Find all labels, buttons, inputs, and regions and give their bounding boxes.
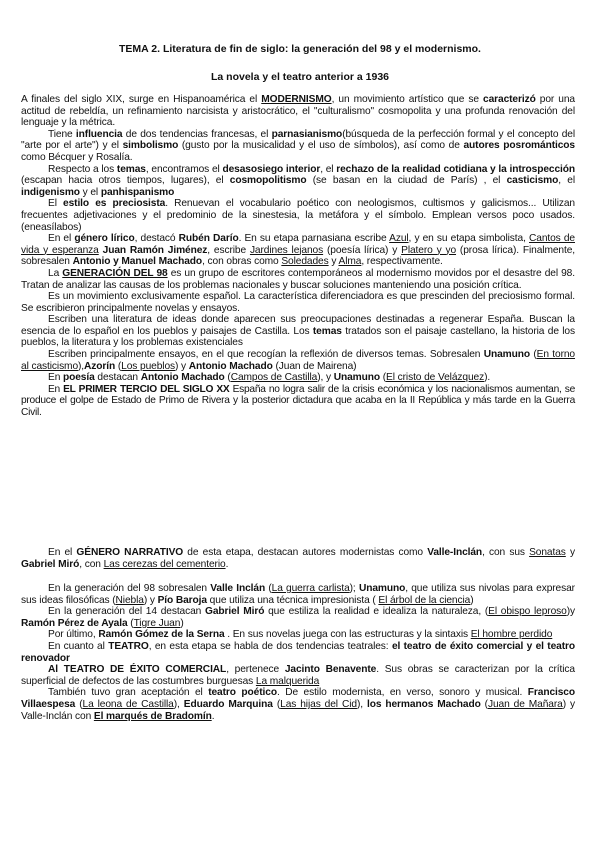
paragraph-estilo: El estilo es preciosista. Renuevan el vocabulario poético con neologismos, cultismos y galicismos... Utilizan frecuentes adjetivaciones y el predominio de la sinestesia, la metáfora y el símbolo. Emplean versos poco usados. (eneasílabos) <box>21 198 575 233</box>
paragraph-gomez-de-la-serna: Por último, Ramón Gómez de la Serna . En sus novelas juega con las estructuras y la sintaxis El hombre perdido <box>48 629 553 641</box>
section-novela-teatro <box>21 583 575 722</box>
section-modernismo <box>21 94 575 419</box>
paragraph-teatro-poetico: También tuvo gran aceptación el teatro poético. De estilo modernista, en verso, sonoro y musical. Francisco Villaespesa (La leona de Castilla), Eduardo Marquina (Las hijas del Cid), los hermanos Machado (Juan de Mañara) y Valle-Inclán con El marqués de Bradomín. <box>21 687 575 722</box>
paragraph-narrativo: En el GÉNERO NARRATIVO de esta etapa, destacan autores modernistas como Valle-Inclán, con sus Sonatas y Gabriel Miró, con Las cerezas del cementerio. <box>21 547 575 570</box>
paragraph-intro: A finales del siglo XIX, surge en Hispanoamérica el MODERNISMO, un movimiento artístico que se caracterizó por una actitud de rebeldía, un refinamiento narcisista y aristocrático, el "culturalismo" cosmopolita y una profunda renovación del lenguaje y la métrica. <box>21 94 575 129</box>
paragraph-genero-lirico: En el género lírico, destacó Rubén Darío. En su etapa parnasiana escribe Azul, y en su etapa simbolista, Cantos de vida y esperanza Juan Ramón Jiménez, escribe Jardines lejanos (poesía lírica) y Platero y yo (prosa lírica). Finalmente, sobresalen Antonio y Manuel Machado, con obras como Soledades y Alma, respectivamente. <box>21 233 576 268</box>
paragraph-generacion-98: La GENERACIÓN DEL 98 es un grupo de escritores contemporáneos al modernismo movidos por el desastre del 98. Tratan de analizar las causas de los problemas nacionales y buscar soluciones manteniendo una posición crítica. <box>21 267 575 291</box>
paragraph-literatura-ideas: Escriben una literatura de ideas donde aparecen sus preocupaciones destinadas a regenerar España. Buscan la esencia de lo español en los pueblos y paisajes de Castilla. Los temas tratados son el paisaje castellano, la historia de los pueblos, la literatura y los problemas existenciales <box>21 314 575 349</box>
paragraph-teatro: En cuanto al TEATRO, en esta etapa se habla de dos tendencias teatrales: el teatro de éxito comercial y el teatro renovador <box>21 640 575 664</box>
paragraph-ensayos: Escriben principalmente ensayos, en el que recogían la reflexión de diversos temas. Sobresalen Unamuno (En torno al casticismo),Azorín (Los pueblos) y Antonio Machado (Juan de Mairena) <box>21 349 576 372</box>
paragraph-primer-tercio: En EL PRIMER TERCIO DEL SIGLO XX España no logra salir de la crisis económica y los nacionalismos aumentan, se produce el golpe de Estado de Primo de Rivera y la posterior dictadura que acaba en la II República y más tarde en la Guerra Civil. <box>21 383 576 419</box>
section-genero-narrativo <box>21 547 575 570</box>
paragraph-temas: Respecto a los temas, encontramos el desasosiego interior, el rechazo de la realidad cotidiana y la introspección (escapan hacia otros tiempos, lugares), el cosmopolitismo (se basan en la ciudad de París) , el casticismo, el indigenismo y el panhispanismo <box>21 163 575 198</box>
paragraph-generacion-14: En la generación del 14 destacan Gabriel Miró que estiliza la realidad e idealiza la naturaleza, (El obispo leproso)y Ramón Pérez de Ayala (Tigre Juan) <box>21 606 575 629</box>
document-subtitle: La novela y el teatro anterior a 1936 <box>211 71 389 83</box>
paragraph-teatro-comercial: Al TEATRO DE ÉXITO COMERCIAL, pertenece Jacinto Benavente. Sus obras se caracterizan por la crítica superficial de defectos de las costumbres burguesas La malquerida <box>21 664 575 687</box>
paragraph-generacion-98-novela: En la generación del 98 sobresalen Valle Inclán (La guerra carlista); Unamuno, que utiliza sus nivolas para expresar sus ideas filosóficas (Niebla) y Pío Baroja que utiliza una técnica impresionista ( El árbol de la ciencia) <box>21 583 575 606</box>
document-title: TEMA 2. Literatura de fin de siglo: la generación del 98 y el modernismo. <box>119 43 481 55</box>
paragraph-movimiento: Es un movimiento exclusivamente español. La característica diferenciadora es que prescinden del preciosismo formal. Se escribieron principalmente novelas y ensayos. <box>21 291 575 314</box>
paragraph-poesia: En poesía destacan Antonio Machado (Campos de Castilla), y Unamuno (El cristo de Velázquez). <box>48 372 491 384</box>
paragraph-influencia: Tiene influencia de dos tendencias francesas, el parnasianismo(búsqueda de la perfección formal y el concepto del "arte por el arte") y el simbolismo (gusto por la musicalidad y el uso de símbolos), así como de autores posrománticos como Bécquer y Rosalía. <box>21 128 575 163</box>
